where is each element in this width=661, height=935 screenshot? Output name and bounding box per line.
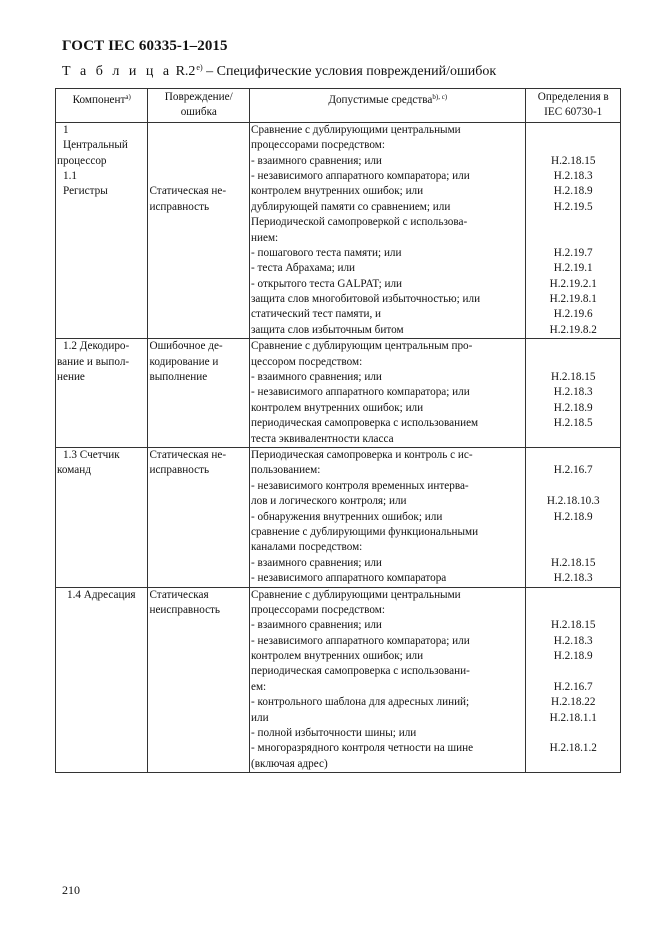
fault-line <box>149 123 248 138</box>
refs-line: H.2.19.7 <box>553 246 593 259</box>
means-line: Сравнение с дублирующими центральными <box>251 123 461 136</box>
refs-line: H.2.18.3 <box>553 572 593 585</box>
table-row <box>56 122 621 338</box>
refs-line: H.2.16.7 <box>553 464 593 477</box>
means-line: - взаимного сравнения; или <box>251 556 382 569</box>
refs-line: H.2.18.9 <box>553 510 593 523</box>
means-line: - теста Абрахама; или <box>251 262 356 275</box>
refs-line <box>527 540 619 555</box>
refs-cell <box>526 122 621 338</box>
refs-line: H.2.19.1 <box>553 262 593 275</box>
means-line: контролем внутренних ошибок; или <box>251 401 424 414</box>
means-line: контролем внутренних ошибок; или <box>251 185 424 198</box>
means-line: теста эквивалентности класса <box>251 432 394 445</box>
means-line: цессором посредством: <box>251 355 363 368</box>
means-line: защита слов избыточным битом <box>251 323 404 336</box>
means-line: процессорами посредством: <box>251 139 385 152</box>
header-fault-line: ошибка <box>180 106 217 119</box>
table-row <box>56 447 621 587</box>
refs-line: H.2.18.1.2 <box>549 742 597 755</box>
means-line: пользованием: <box>251 464 321 477</box>
means-line: - обнаружения внутренних ошибок; или <box>251 510 443 523</box>
refs-line <box>527 603 619 618</box>
table-header-row <box>56 89 621 123</box>
refs-line <box>527 123 619 138</box>
means-line: процессорами посредством: <box>251 603 385 616</box>
fault-cell <box>148 447 250 587</box>
means-line: - взаимного сравнения; или <box>251 154 382 167</box>
fault-line <box>149 154 248 169</box>
means-line: дублирующей памяти со сравнением; или <box>251 200 451 213</box>
refs-line: H.2.19.8.1 <box>549 293 597 306</box>
component-cell <box>56 447 148 587</box>
means-line: статический тест памяти, и <box>251 308 382 321</box>
page-number: 210 <box>62 883 80 897</box>
header-fault <box>148 89 250 123</box>
refs-line: H.2.18.1.1 <box>549 711 597 724</box>
component-line: нение <box>57 371 85 384</box>
fault-cell <box>148 587 250 773</box>
means-line: - полной избыточности шины; или <box>251 727 417 740</box>
means-cell <box>250 339 526 448</box>
means-line: нием: <box>251 231 279 244</box>
means-cell <box>250 122 526 338</box>
refs-line: H.2.19.8.2 <box>549 323 597 336</box>
means-line: лов и логического контроля; или <box>251 495 407 508</box>
refs-line <box>527 215 619 230</box>
refs-line <box>527 664 619 679</box>
means-line: - независимого аппаратного компаратора; или <box>251 169 470 182</box>
refs-line <box>527 726 619 741</box>
header-means <box>250 89 526 123</box>
refs-line <box>527 757 619 772</box>
fault-conditions-table <box>55 88 621 773</box>
fault-cell <box>148 339 250 448</box>
fault-line: выполнение <box>149 371 208 384</box>
header-fault-line: Повреждение/ <box>164 91 233 103</box>
refs-line: H.2.18.3 <box>553 386 593 399</box>
component-cell <box>56 122 148 338</box>
means-line: защита слов многобитовой избыточностью; или <box>251 293 481 306</box>
means-line: каналами посредством: <box>251 541 363 554</box>
document-code: ГОСТ IEC 60335-1–2015 <box>62 38 228 54</box>
means-line: ем: <box>251 680 267 693</box>
fault-line: неисправность <box>149 603 221 616</box>
component-line: 1.4 Адресация <box>67 588 136 601</box>
refs-line: H.2.16.7 <box>553 680 593 693</box>
refs-line <box>527 355 619 370</box>
refs-line <box>527 339 619 354</box>
component-cell <box>56 339 148 448</box>
means-cell <box>250 447 526 587</box>
refs-line: H.2.18.5 <box>553 417 593 430</box>
refs-line <box>527 448 619 463</box>
fault-line: Статическая не- <box>149 185 227 198</box>
fault-line: Ошибочное де- <box>149 340 223 353</box>
header-refs <box>526 89 621 123</box>
refs-line: H.2.18.3 <box>553 634 593 647</box>
component-cell <box>56 587 148 773</box>
refs-line: H.2.18.22 <box>551 696 596 709</box>
refs-cell <box>526 339 621 448</box>
component-line: 1.2 Декодиро- <box>63 340 130 353</box>
table-row <box>56 339 621 448</box>
means-cell <box>250 587 526 773</box>
caption-number: R.2 <box>175 64 196 79</box>
fault-line: исправность <box>149 200 210 213</box>
header-refs-line: IEC 60730-1 <box>544 106 603 119</box>
refs-line: H.2.18.15 <box>551 371 596 384</box>
means-line: - взаимного сравнения; или <box>251 619 382 632</box>
refs-line <box>527 588 619 603</box>
refs-line <box>527 479 619 494</box>
means-line: - контрольного шаблона для адресных линий; <box>251 696 470 709</box>
means-line: - независимого аппаратного компаратора; или <box>251 634 470 647</box>
refs-line <box>527 138 619 153</box>
header-component-footnote: a) <box>125 93 131 101</box>
refs-line: H.2.19.5 <box>553 200 593 213</box>
refs-line: H.2.18.3 <box>553 169 593 182</box>
fault-line: исправность <box>149 464 210 477</box>
fault-line <box>149 138 248 153</box>
refs-line <box>527 231 619 246</box>
header-refs-line: Определения в <box>537 91 609 103</box>
means-line: - пошагового теста памяти; или <box>251 246 402 259</box>
refs-line: H.2.19.2.1 <box>549 277 597 290</box>
means-line: Периодическая самопроверка и контроль с ис- <box>251 448 473 461</box>
means-line: - открытого теста GALPAT; или <box>251 277 403 290</box>
means-line: Периодической самопроверкой с использова- <box>251 216 468 229</box>
refs-cell <box>526 447 621 587</box>
means-line: Сравнение с дублирующими центральными <box>251 588 461 601</box>
refs-line <box>527 525 619 540</box>
component-line: Регистры <box>63 185 108 198</box>
component-line: процессор <box>57 154 107 167</box>
means-line: - независимого контроля временных интерва- <box>251 479 469 492</box>
component-line: 1.3 Счетчик <box>63 448 120 461</box>
means-line: периодическая самопроверка с использовани- <box>251 665 470 678</box>
fault-line: Статическая <box>149 588 209 601</box>
fault-line <box>149 169 248 184</box>
means-line: или <box>251 711 269 724</box>
means-line: Сравнение с дублирующим центральным про- <box>251 340 473 353</box>
fault-line: Статическая не- <box>149 448 227 461</box>
component-line: Центральный <box>63 139 128 152</box>
refs-line: H.2.18.15 <box>551 556 596 569</box>
caption-word: Т а б л и ц а <box>62 64 173 79</box>
refs-line: H.2.18.9 <box>553 185 593 198</box>
refs-line: H.2.19.6 <box>553 308 593 321</box>
means-line: - многоразрядного контроля четности на шине <box>251 742 474 755</box>
refs-line: H.2.18.15 <box>551 154 596 167</box>
header-means-footnote: b), c) <box>432 93 448 101</box>
refs-line: H.2.18.10.3 <box>546 495 600 508</box>
caption-footnote-mark: e) <box>196 63 203 72</box>
refs-line: H.2.18.9 <box>553 650 593 663</box>
means-line: сравнение с дублирующими функциональными <box>251 525 479 538</box>
means-line: контролем внутренних ошибок; или <box>251 650 424 663</box>
table-row <box>56 587 621 773</box>
means-line: (включая адрес) <box>251 757 328 770</box>
component-line: 1 <box>63 123 69 136</box>
means-line: - независимого аппаратного компаратора; или <box>251 386 470 399</box>
component-line: вание и выпол- <box>57 355 130 368</box>
refs-line: H.2.18.9 <box>553 401 593 414</box>
header-component <box>56 89 148 123</box>
means-line: - взаимного сравнения; или <box>251 371 382 384</box>
fault-cell <box>148 122 250 338</box>
component-line: 1.1 <box>63 169 77 182</box>
table-caption <box>62 63 496 80</box>
header-component-label: Компонент <box>72 94 126 106</box>
refs-line: H.2.18.15 <box>551 619 596 632</box>
header-means-label: Допустимые средства <box>328 94 433 106</box>
table-body <box>56 122 621 772</box>
caption-title: – Специфические условия повреждений/ошибок <box>202 64 497 79</box>
refs-line <box>527 432 619 447</box>
means-line: - независимого аппаратного компаратора <box>251 572 447 585</box>
fault-line: кодирование и <box>149 355 219 368</box>
means-line: периодическая самопроверка с использованием <box>251 417 479 430</box>
component-line: команд <box>57 464 91 477</box>
refs-cell <box>526 587 621 773</box>
